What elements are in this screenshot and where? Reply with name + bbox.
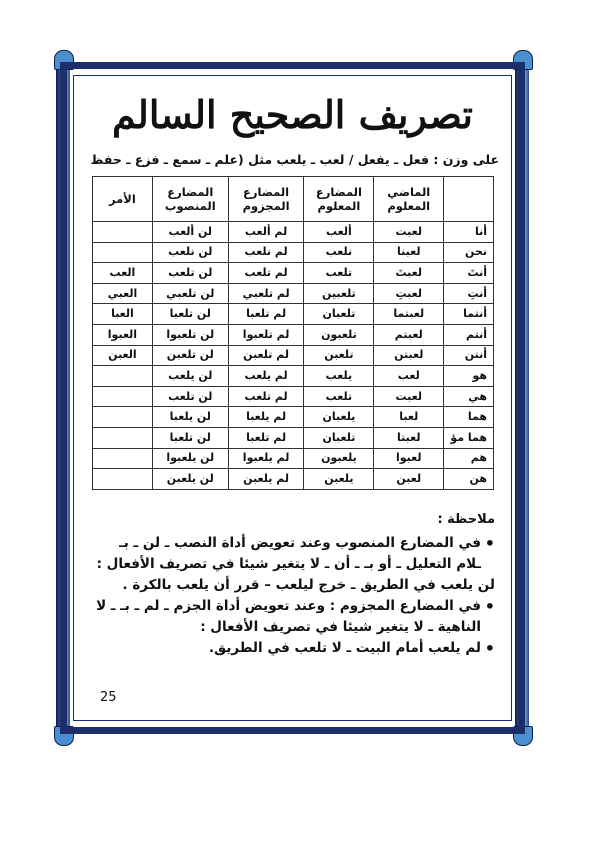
past-cell: لعبنا bbox=[374, 242, 444, 263]
table-row bbox=[93, 448, 494, 469]
table-row bbox=[93, 324, 494, 345]
page-title: تصريف الصحيح السالم bbox=[112, 92, 473, 137]
subjunctive-cell: لن تلعبي bbox=[152, 283, 228, 304]
present-cell: يلعبن bbox=[304, 469, 374, 490]
table-row bbox=[93, 427, 494, 448]
note-text: لم يلعب أمام البيت ـ لا تلعب في الطريق. bbox=[209, 640, 481, 656]
imperative-cell: العبي bbox=[93, 283, 153, 304]
present-cell: يلعبان bbox=[304, 407, 374, 428]
subjunctive-cell: لن تلعبوا bbox=[152, 324, 228, 345]
pronoun-cell: هن bbox=[444, 469, 494, 490]
subjunctive-cell: لن يلعبوا bbox=[152, 448, 228, 469]
note-bullet bbox=[90, 596, 495, 638]
bullet-icon: • bbox=[484, 534, 495, 553]
past-cell: لعبتَ bbox=[374, 263, 444, 284]
jussive-cell: لم تلعبا bbox=[228, 304, 304, 325]
subjunctive-cell: لن نلعب bbox=[152, 242, 228, 263]
imperative-cell bbox=[93, 469, 153, 490]
jussive-cell: لم نلعب bbox=[228, 242, 304, 263]
jussive-cell: لم تلعبا bbox=[228, 427, 304, 448]
table-row bbox=[93, 242, 494, 263]
present-cell: تلعبن bbox=[304, 345, 374, 366]
present-cell: تلعب bbox=[304, 386, 374, 407]
page-number: 25 bbox=[100, 690, 117, 705]
present-cell: تلعبين bbox=[304, 283, 374, 304]
imperative-cell: العبن bbox=[93, 345, 153, 366]
table-row bbox=[93, 304, 494, 325]
past-cell: لعبت bbox=[374, 222, 444, 243]
jussive-cell: لم ألعب bbox=[228, 222, 304, 243]
pronoun-cell: أنتِ bbox=[444, 283, 494, 304]
present-cell: تلعبان bbox=[304, 304, 374, 325]
jussive-cell: لم تلعبي bbox=[228, 283, 304, 304]
imperative-cell bbox=[93, 386, 153, 407]
notes-heading: ملاحظة : bbox=[437, 512, 495, 527]
imperative-cell: العب bbox=[93, 263, 153, 284]
imperative-cell: العبوا bbox=[93, 324, 153, 345]
jussive-cell: لم تلعبن bbox=[228, 345, 304, 366]
header-present: المضارع المعلوم bbox=[304, 177, 374, 222]
pronoun-cell: أنتن bbox=[444, 345, 494, 366]
note-text: في المضارع المنصوب وعند تعويض أداة النصب ـ لن ـ بـ ـلام التعليل ـ أو بـ ـ أن ـ لا يتغير شيئا في تصريف الأفعال : bbox=[96, 535, 481, 572]
past-cell: لعبا bbox=[374, 407, 444, 428]
subjunctive-cell: لن تلعبا bbox=[152, 427, 228, 448]
jussive-cell: لم يلعبا bbox=[228, 407, 304, 428]
imperative-cell bbox=[93, 427, 153, 448]
jussive-cell: لم يلعب bbox=[228, 366, 304, 387]
table-row bbox=[93, 386, 494, 407]
table-row bbox=[93, 222, 494, 243]
header-imperative: الأمر bbox=[93, 177, 153, 222]
present-cell: نلعب bbox=[304, 242, 374, 263]
header-past: الماضي المعلوم bbox=[374, 177, 444, 222]
past-cell: لعبتا bbox=[374, 427, 444, 448]
header-jussive: المضارع المجزوم bbox=[228, 177, 304, 222]
pronoun-cell: هما مؤ bbox=[444, 427, 494, 448]
table-row bbox=[93, 283, 494, 304]
bullet-icon: • bbox=[484, 639, 495, 658]
imperative-cell bbox=[93, 366, 153, 387]
imperative-cell bbox=[93, 407, 153, 428]
table-header-row bbox=[93, 177, 494, 222]
jussive-cell: لم تلعبوا bbox=[228, 324, 304, 345]
page-subtitle: على وزن : فعل ـ يفعل / لعب ـ يلعب مثل (علم ـ سمع ـ فزع ـ حفظ bbox=[90, 152, 499, 167]
past-cell: لعب bbox=[374, 366, 444, 387]
table-row bbox=[93, 263, 494, 284]
present-cell: تلعبان bbox=[304, 427, 374, 448]
table-row bbox=[93, 469, 494, 490]
subjunctive-cell: لن يلعب bbox=[152, 366, 228, 387]
jussive-cell: لم يلعبوا bbox=[228, 448, 304, 469]
pronoun-cell: هو bbox=[444, 366, 494, 387]
note-bullet bbox=[90, 533, 495, 575]
note-text: في المضارع المجزوم : وعند تعويض أداة الجزم ـ لم ـ بـ ـ لا الناهية ـ لا يتغير شيئا في تصريف الأفعال : bbox=[96, 598, 481, 635]
jussive-cell: لم تلعب bbox=[228, 263, 304, 284]
past-cell: لعبتِ bbox=[374, 283, 444, 304]
subjunctive-cell: لن ألعب bbox=[152, 222, 228, 243]
pronoun-cell: أنتم bbox=[444, 324, 494, 345]
table-row bbox=[93, 366, 494, 387]
jussive-cell: لم يلعبن bbox=[228, 469, 304, 490]
note-example: لن يلعب في الطريق ـ خرج ليلعب – قرر أن يلعب بالكرة . bbox=[122, 577, 495, 593]
imperative-cell bbox=[93, 222, 153, 243]
conjugation-table bbox=[92, 176, 494, 490]
present-cell: تلعب bbox=[304, 263, 374, 284]
notes-section bbox=[90, 512, 495, 659]
subjunctive-cell: لن تلعب bbox=[152, 386, 228, 407]
pronoun-cell: هي bbox=[444, 386, 494, 407]
imperative-cell bbox=[93, 242, 153, 263]
past-cell: لعبتم bbox=[374, 324, 444, 345]
past-cell: لعبتما bbox=[374, 304, 444, 325]
present-cell: يلعبون bbox=[304, 448, 374, 469]
pronoun-cell: أنتما bbox=[444, 304, 494, 325]
pronoun-cell: نحن bbox=[444, 242, 494, 263]
subjunctive-cell: لن تلعبن bbox=[152, 345, 228, 366]
header-pronoun bbox=[444, 177, 494, 222]
table-row bbox=[93, 407, 494, 428]
subjunctive-cell: لن يلعبا bbox=[152, 407, 228, 428]
subjunctive-cell: لن يلعبن bbox=[152, 469, 228, 490]
table-row bbox=[93, 345, 494, 366]
header-subjunctive: المضارع المنصوب bbox=[152, 177, 228, 222]
subjunctive-cell: لن تلعبا bbox=[152, 304, 228, 325]
present-cell: تلعبون bbox=[304, 324, 374, 345]
pronoun-cell: هما bbox=[444, 407, 494, 428]
subjunctive-cell: لن تلعب bbox=[152, 263, 228, 284]
note-bullet bbox=[90, 638, 495, 659]
imperative-cell bbox=[93, 448, 153, 469]
past-cell: لعبن bbox=[374, 469, 444, 490]
pronoun-cell: أنا bbox=[444, 222, 494, 243]
pronoun-cell: هم bbox=[444, 448, 494, 469]
past-cell: لعبت bbox=[374, 386, 444, 407]
bullet-icon: • bbox=[484, 597, 495, 616]
imperative-cell: العبا bbox=[93, 304, 153, 325]
pronoun-cell: أنتَ bbox=[444, 263, 494, 284]
past-cell: لعبتن bbox=[374, 345, 444, 366]
present-cell: ألعب bbox=[304, 222, 374, 243]
jussive-cell: لم تلعب bbox=[228, 386, 304, 407]
past-cell: لعبوا bbox=[374, 448, 444, 469]
present-cell: يلعب bbox=[304, 366, 374, 387]
